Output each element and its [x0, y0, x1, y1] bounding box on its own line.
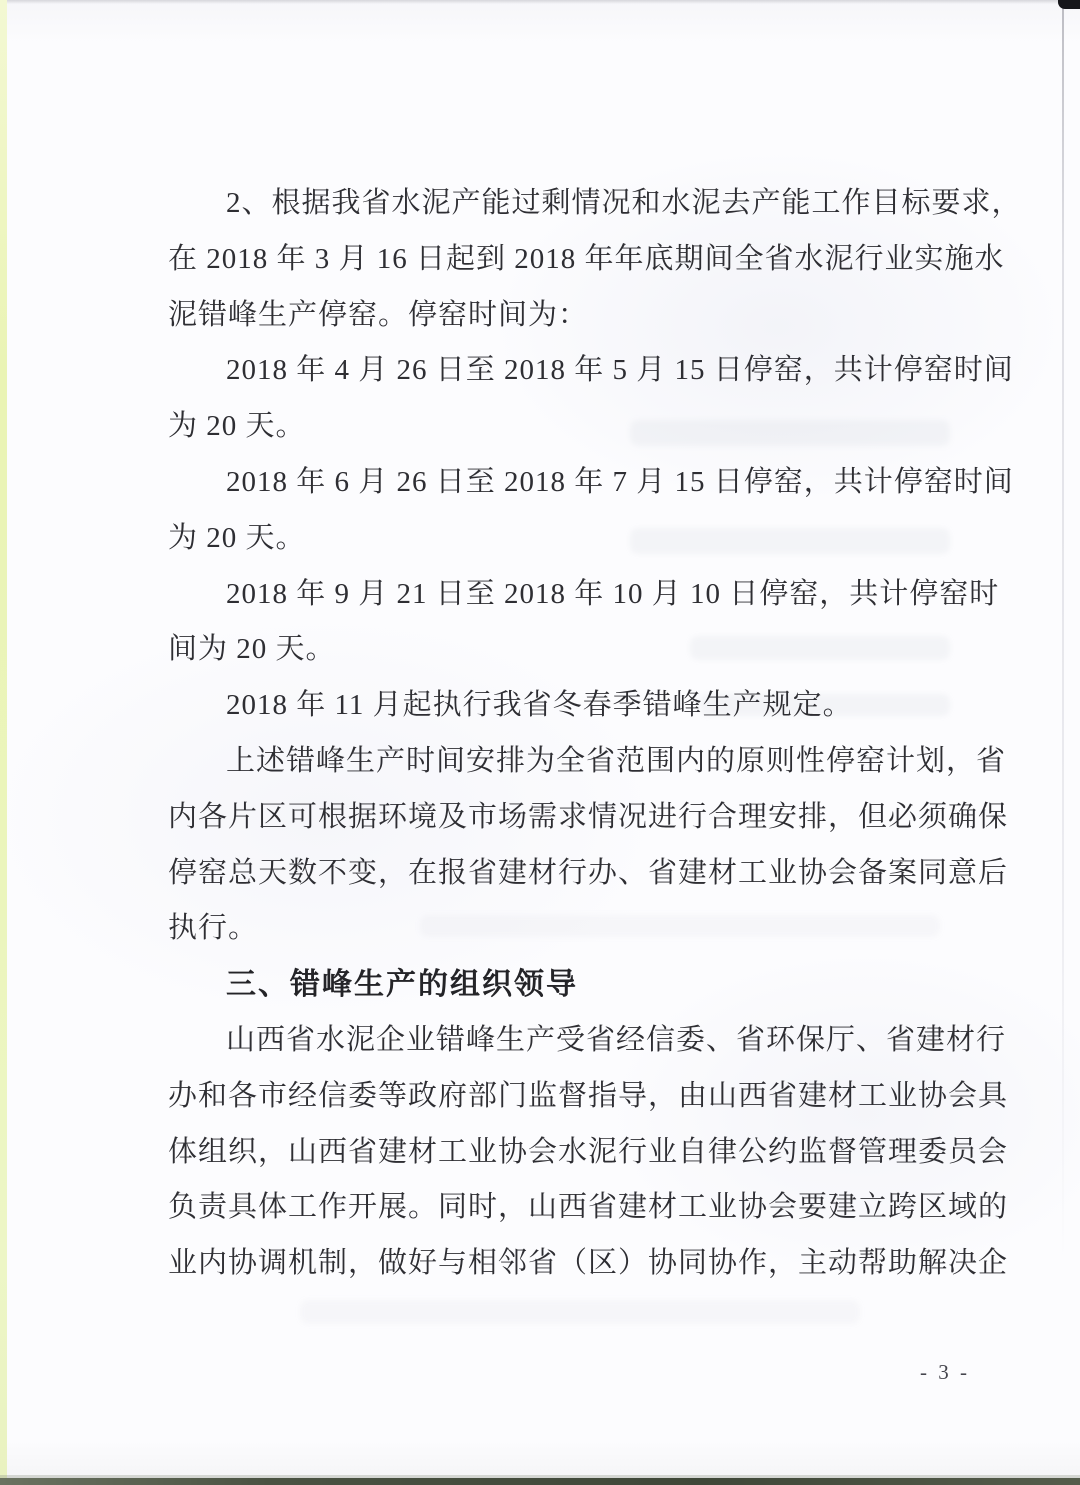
text-line: 负责具体工作开展。同时，山西省建材工业协会要建立跨区域的 [168, 1191, 1009, 1224]
text-line: 泥错峰生产停窑。停窑时间为： [168, 298, 589, 331]
text-line: 业内协调机制，做好与相邻省（区）协同协作，主动帮助解决企 [168, 1247, 1009, 1280]
text-line: 停窑总天数不变，在报省建材行办、省建材工业协会备案同意后 [168, 856, 1009, 889]
text-line: 山西省水泥企业错峰生产受省经信委、省环保厅、省建材行 [226, 1023, 1007, 1056]
text-line: 2018 年 11 月起执行我省冬春季错峰生产规定。 [226, 689, 853, 722]
section-heading: 三、错峰生产的组织领导 [226, 968, 578, 1002]
scan-bottom-edge-strip [0, 1478, 1080, 1485]
text-line: 2、根据我省水泥产能过剩情况和水泥去产能工作目标要求， [226, 187, 1022, 219]
text-line: 在 2018 年 3 月 16 日起到 2018 年年底期间全省水泥行业实施水 [168, 242, 1005, 275]
text-line: 执行。 [168, 912, 259, 945]
text-line: 2018 年 9 月 21 日至 2018 年 10 月 10 日停窑，共计停窑时 [226, 577, 1000, 610]
scan-corner-mark [1058, 0, 1080, 9]
scan-page-edge-line [1062, 6, 1064, 1266]
text-line: 2018 年 4 月 26 日至 2018 年 5 月 15 日停窑，共计停窑时间 [226, 354, 1014, 387]
scan-top-shade [0, 0, 1080, 4]
text-line: 体组织，山西省建材工业协会水泥行业自律公约监督管理委员会 [168, 1135, 1009, 1168]
page-number: - 3 - [920, 1360, 970, 1384]
scan-artifact [300, 1300, 860, 1324]
document-body [168, 176, 1022, 1292]
text-line: 为 20 天。 [168, 521, 306, 554]
text-line: 2018 年 6 月 26 日至 2018 年 7 月 15 日停窑，共计停窑时间 [226, 465, 1014, 498]
text-line: 为 20 天。 [168, 410, 306, 443]
text-line: 办和各市经信委等政府部门监督指导，由山西省建材工业协会具 [168, 1079, 1009, 1112]
scan-left-edge-strip [0, 0, 7, 1485]
text-line: 内各片区可根据环境及市场需求情况进行合理安排，但必须确保 [168, 800, 1009, 833]
text-line: 上述错峰生产时间安排为全省范围内的原则性停窑计划，省 [226, 744, 1007, 777]
text-line: 间为 20 天。 [168, 633, 336, 666]
